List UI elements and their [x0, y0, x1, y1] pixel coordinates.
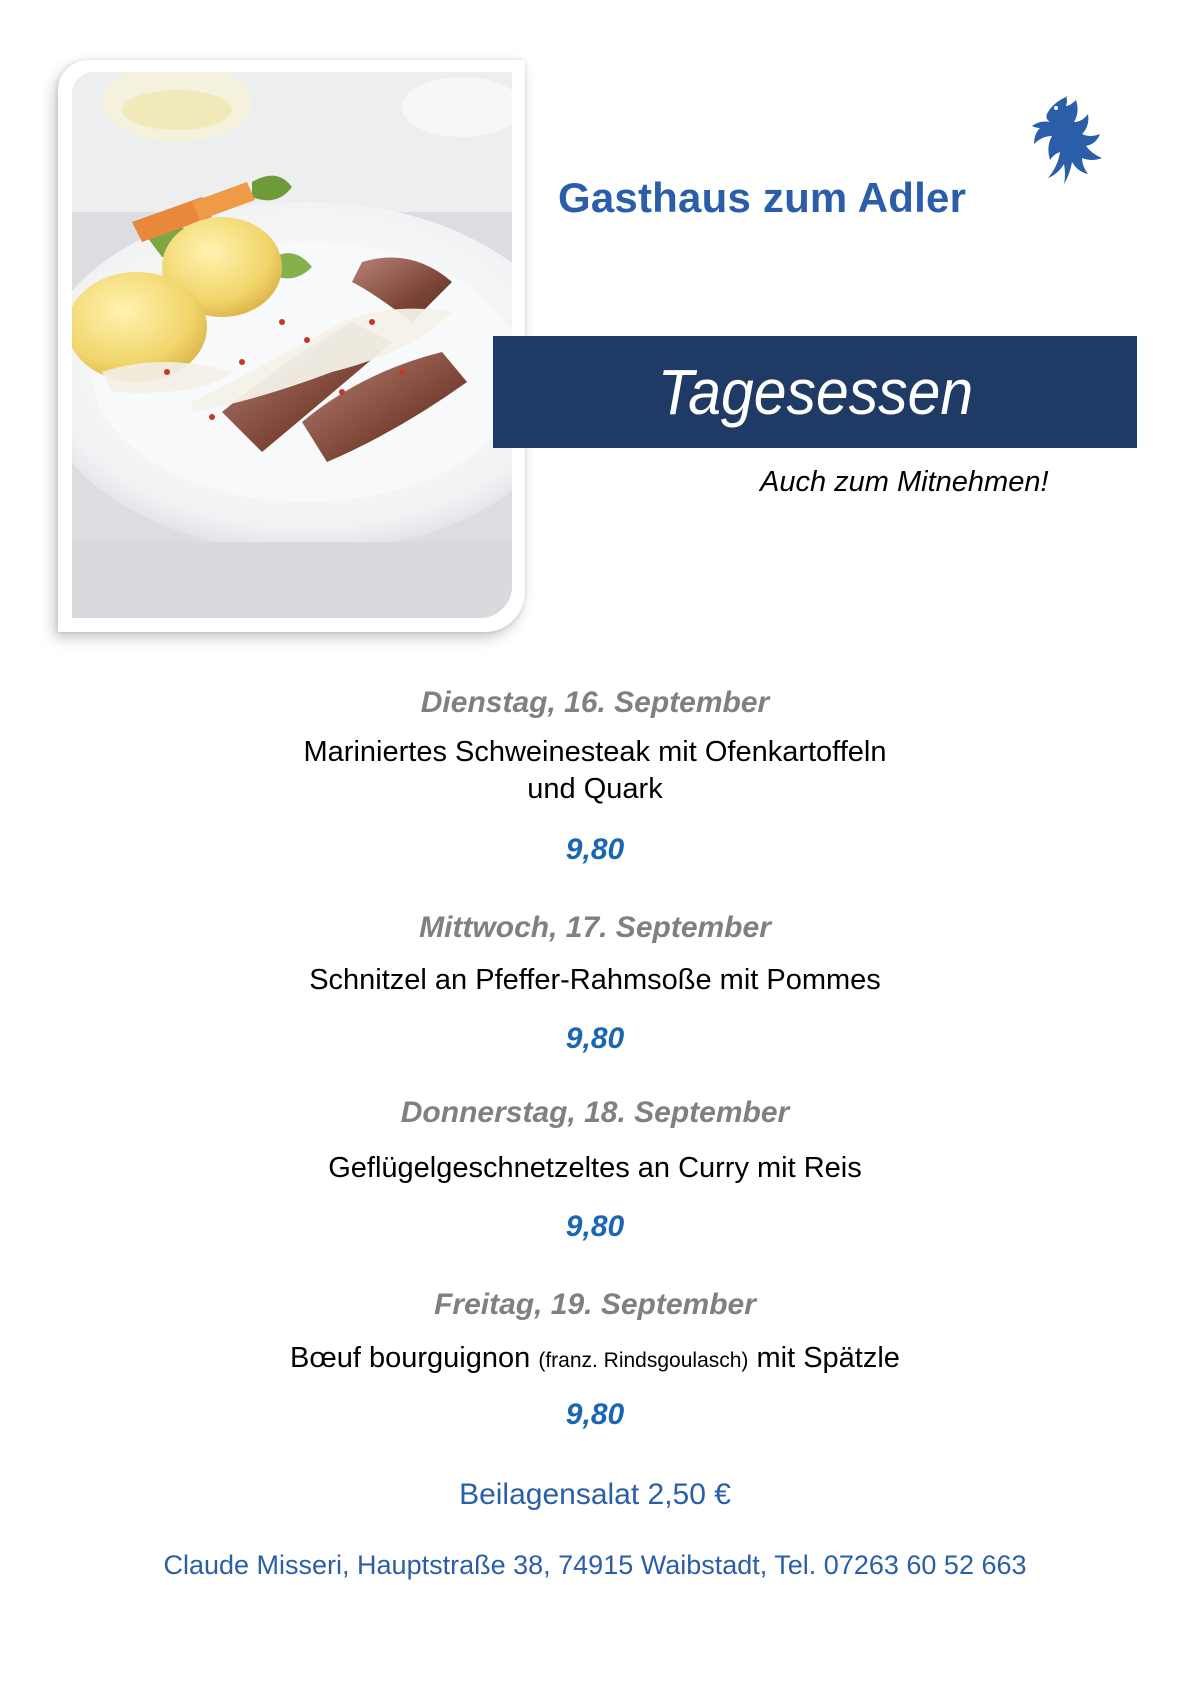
- dish-text: Geflügelgeschnetzeltes an Curry mit Reis: [328, 1152, 862, 1184]
- day-heading: Donnerstag, 18. September: [400, 1096, 790, 1129]
- dish-text: [0, 1340, 1190, 1379]
- title-banner: [493, 336, 1137, 448]
- dish-note: (franz. Rindsgoulasch): [538, 1349, 749, 1372]
- dish-text: und Quark: [527, 773, 663, 805]
- price: 9,80: [565, 1022, 625, 1055]
- day-heading: Freitag, 19. September: [434, 1288, 756, 1321]
- dish-text: Schnitzel an Pfeffer-Rahmsoße mit Pommes: [309, 964, 881, 996]
- day-heading: Dienstag, 16. September: [420, 686, 770, 719]
- price: 9,80: [565, 1210, 625, 1243]
- day-heading: Mittwoch, 17. September: [419, 911, 771, 944]
- dish-text: Mariniertes Schweinesteak mit Ofenkartoffeln: [303, 736, 887, 768]
- dish-end: mit Spätzle: [756, 1342, 900, 1374]
- price: 9,80: [565, 1398, 625, 1431]
- dish-main: Bœuf bourguignon: [290, 1342, 531, 1374]
- food-plate-photo: [72, 72, 512, 618]
- eagle-logo-icon: [1010, 94, 1112, 194]
- side-salad: Beilagensalat 2,50 €: [459, 1478, 731, 1511]
- banner-title: Tagesessen: [657, 356, 973, 428]
- footer-address: Claude Misseri, Hauptstraße 38, 74915 Waibstadt, Tel. 07263 60 52 663: [163, 1550, 1027, 1580]
- price: 9,80: [565, 833, 625, 866]
- takeaway-note: Auch zum Mitnehmen!: [760, 466, 1049, 498]
- restaurant-name: Gasthaus zum Adler: [558, 174, 967, 221]
